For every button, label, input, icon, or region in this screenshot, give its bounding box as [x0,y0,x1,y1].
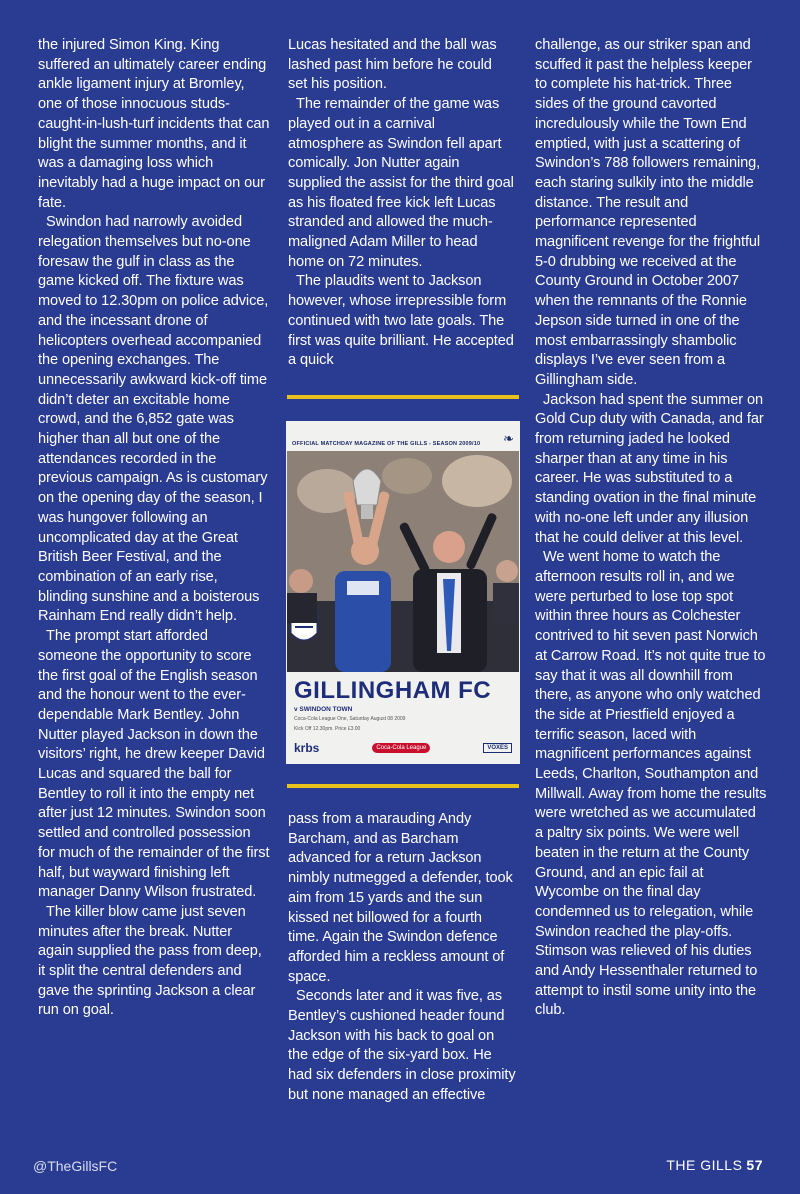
cover-strap: OFFICIAL MATCHDAY MAGAZINE OF THE GILLS - SEASON 2009/10 [292,441,481,447]
paragraph: Swindon had narrowly avoided relegation themselves but no-one foresaw the gulf in class as the game kicked off. The fixture was moved to 12.30pm on police advice, and the incessant drone of helicopters overhead accompanied the opening exchanges. The unnecessarily awkward kick-off time didn’t deter an excitable home crowd, and the 6,852 gate was higher than all but one of the attendances recorded in the previous campaign. As is customary on the opening day of the season, I was hungover following an uncomplicated day at the Great British Beer Festival, and the combination of an early rise, blinding sunshine and a boisterous Rainham End really didn’t help. [38,214,269,625]
photo-illustration [287,451,519,672]
paragraph: The remainder of the game was played out in a carnival atmosphere as Swindon fell apart comically. Jon Nutter again supplied the assist for the third goal as his floated free kick left Lucas stranded and allowed the much-maligned Adam Miller to head home on 72 minutes. [288,96,514,270]
cover-sponsors [286,733,520,755]
page-number: 57 [746,1157,763,1173]
paragraph: We went home to watch the afternoon results roll in, and we were perturbed to lose top spot within three hours as Colchester contrived to hit seven past Norwich at Carrow Road. It’s not quite true to say that it was all downhill from there, as anyone who only watched the side at Priestfield enjoyed a terrific season, laced with magnificent performances against Leeds, Charlton, Southampton and Millwall. Away from home the results were wretched as we accumulated a paltry six points. We were well beaten in the return at the County Ground, and an epic fail at Wycombe on the final day condemned us to relegation, while Swindon reached the play-offs. Stimson was relieved of his duties and Andy Hessenthaler returned to attempt to instil some unity into the club. [535,549,767,1019]
sponsor-league: Coca-Cola League [372,743,430,753]
sponsor-voxes: VOXES [483,743,512,753]
article-column-2-top [288,36,514,371]
paragraph: challenge, as our striker span and scuffed it past the helpless keeper to complete his hat-trick. Three sides of the ground cavorted incredulously while the Town End emptied, with just a scattering of Swindon’s 788 followers remaining, each staring sulkily into the middle distance. The result and performance represented magnificent revenge for the frightful 5-0 drubbing we received at the County Ground in October 2007 when the remnants of the Ronnie Jepson side turned in one of the most embarrassingly shambolic displays I’ve ever seen from a Gillingham side. [535,37,761,388]
twitter-handle: @TheGillsFC [33,1158,118,1174]
cover-subtitle: v SWINDON TOWN [294,706,353,713]
yellow-rule-top [287,395,519,399]
club-monogram-icon: ❧ [503,431,514,446]
page-footer [666,1157,763,1173]
paragraph: The plaudits went to Jackson however, whose irrepressible form continued with two late goals. The first was quite brilliant. He accepted a quick [288,273,514,369]
section-name: THE GILLS [666,1157,743,1173]
yellow-rule-bottom [287,784,519,788]
paragraph: The killer blow came just seven minutes after the break. Nutter again supplied the pass from deep, it split the central defenders and gave the sprinting Jackson a clear run on goal. [38,903,262,1019]
cover-title-block [286,672,520,733]
paragraph: Lucas hesitated and the ball was lashed past him before he could set his position. [288,37,497,93]
cover-title: GILLINGHAM FC [294,677,492,704]
trophy-celebration-photo [287,451,519,672]
paragraph: the injured Simon King. King suffered an ultimately career ending ankle ligament injury at Bromley, one of those innocuous studs-caught-in-lush-turf incidents that can blight the summer months, and it was a damaging loss which inevitably had a huge impact on our fate. [38,37,270,211]
paragraph: Seconds later and it was five, as Bentley’s cushioned header found Jackson with his back to goal on the edge of the six-yard box. He had six defenders in close proximity but none managed an effective [288,988,516,1103]
sponsor-krbs: krbs [294,741,320,755]
article-column-2-bottom [288,810,516,1106]
cover-header [286,421,520,451]
magazine-cover-image [286,421,520,764]
article-column-3 [535,36,767,1021]
paragraph: The prompt start afforded someone the opportunity to score the first goal of the English season and the honour went to the ever-dependable Mark Bentley. John Nutter played Jackson in down the visitors’ right, he drew keeper David Lucas and squared the ball for Bentley to roll it into the empty net after just 12 minutes. Swindon soon settled and controlled possession for much of the remainder of the first half, but wayward finishing left manager Danny Wilson frustrated. [38,628,270,901]
paragraph: pass from a marauding Andy Barcham, and as Barcham advanced for a return Jackson nimbly nutmegged a defender, took aim from 15 yards and the sun kissed net billowed for a fourth time. Again the Swindon defence afforded him a reckless amount of space. [288,811,513,985]
article-column-1 [38,36,270,1021]
cover-meta-line: Kick Off 12.30pm. Price £3.00 [294,726,361,732]
cover-meta-line: Coca-Cola League One, Saturday August 08 2009 [294,716,406,722]
paragraph: Jackson had spent the summer on Gold Cup duty with Canada, and far from returning jaded he looked sharper than at any time in his career. He was substituted to a standing ovation in the final minute with no-one left under any illusion that he could deliver at this level. [535,391,764,546]
